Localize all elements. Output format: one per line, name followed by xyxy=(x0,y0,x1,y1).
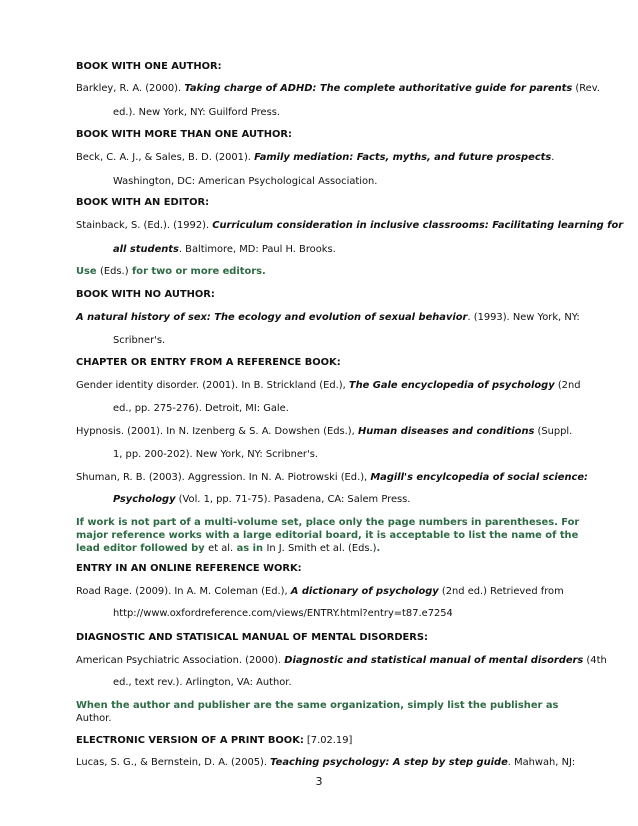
note-editors: Use (Eds.) for two or more editors. xyxy=(76,266,266,277)
reference-entry-continued: ed., text rev.). Arlington, VA: Author. xyxy=(113,677,292,688)
section-heading: BOOK WITH AN EDITOR: xyxy=(76,197,210,208)
reference-entry: Gender identity disorder. (2001). In B. Strickland (Ed.), The Gale encyclopedia of psychology (2nd xyxy=(76,380,581,391)
reference-title: Diagnostic and statistical manual of mental disorders xyxy=(284,655,584,666)
reference-title: Curriculum consideration in inclusive classrooms: Facilitating learning for xyxy=(212,220,624,231)
reference-title: Psychology xyxy=(113,494,176,505)
reference-entry: Barkley, R. A. (2000). Taking charge of ADHD: The complete authoritative guide for parents (Rev. xyxy=(76,83,600,94)
section-heading: ELECTRONIC VERSION OF A PRINT BOOK: [7.02.19] xyxy=(76,735,353,746)
reference-title: A natural history of sex: The ecology and evolution of sexual behavior xyxy=(76,312,468,323)
note-multivolume-line2: major reference works with a large editorial board, it is acceptable to list the name of the xyxy=(76,530,579,541)
reference-entry: Lucas, S. G., & Bernstein, D. A. (2005). Teaching psychology: A step by step guide. Mahwah, NJ: xyxy=(76,757,576,768)
section-heading: BOOK WITH ONE AUTHOR: xyxy=(76,61,222,72)
section-reference-number: [7.02.19] xyxy=(303,735,353,746)
reference-entry-continued: ed., pp. 275-276). Detroit, MI: Gale. xyxy=(113,403,289,414)
reference-entry: Beck, C. A. J., & Sales, B. D. (2001). Family mediation: Facts, myths, and future prospects. xyxy=(76,152,555,163)
reference-entry: Shuman, R. B. (2003). Aggression. In N. A. Piotrowski (Ed.), Magill's encylcopedia of social science: xyxy=(76,472,589,483)
reference-url: http://www.oxfordreference.com/views/ENTRY.html?entry=t87.e7254 xyxy=(113,608,453,619)
note-author-line1: When the author and publisher are the same organization, simply list the publisher as xyxy=(76,700,559,711)
reference-entry: A natural history of sex: The ecology and evolution of sexual behavior. (1993). New York, NY: xyxy=(76,312,580,323)
reference-entry: American Psychiatric Association. (2000). Diagnostic and statistical manual of mental disorders (4th xyxy=(76,655,607,666)
reference-entry-continued: 1, pp. 200-202). New York, NY: Scribner's. xyxy=(113,449,318,460)
reference-entry-continued: Washington, DC: American Psychological Association. xyxy=(113,176,378,187)
reference-entry-continued: ed.). New York, NY: Guilford Press. xyxy=(113,107,281,118)
note-author-line2: Author. xyxy=(76,713,112,724)
reference-title: Family mediation: Facts, myths, and future prospects xyxy=(254,152,552,163)
reference-title: A dictionary of psychology xyxy=(290,586,439,597)
section-heading: DIAGNOSTIC AND STATISICAL MANUAL OF MENTAL DISORDERS: xyxy=(76,632,428,643)
reference-title: Teaching psychology: A step by step guide xyxy=(270,757,508,768)
reference-entry: Hypnosis. (2001). In N. Izenberg & S. A. Dowshen (Eds.), Human diseases and conditions (Suppl. xyxy=(76,426,573,437)
reference-title: Magill's encylcopedia of social science: xyxy=(370,472,589,483)
reference-title: Taking charge of ADHD: The complete authoritative guide for parents xyxy=(184,83,573,94)
reference-title: Human diseases and conditions xyxy=(357,426,535,437)
reference-entry: Stainback, S. (Ed.). (1992). Curriculum consideration in inclusive classrooms: Facilitating learning for xyxy=(76,220,624,231)
note-multivolume-line1: If work is not part of a multi-volume set, place only the page numbers in parentheses. For xyxy=(76,517,580,528)
reference-title: all students xyxy=(113,244,179,255)
reference-entry-continued: all students. Baltimore, MD: Paul H. Brooks. xyxy=(113,244,336,255)
note-multivolume-line3: lead editor followed by et al. as in In J. Smith et al. (Eds.). xyxy=(76,543,381,554)
reference-entry: Road Rage. (2009). In A. M. Coleman (Ed.), A dictionary of psychology (2nd ed.) Retrieved from xyxy=(76,586,564,597)
section-heading: BOOK WITH MORE THAN ONE AUTHOR: xyxy=(76,129,292,140)
reference-title: The Gale encyclopedia of psychology xyxy=(348,380,555,391)
section-heading: ENTRY IN AN ONLINE REFERENCE WORK: xyxy=(76,563,302,574)
reference-entry-continued: Scribner's. xyxy=(113,335,166,346)
reference-entry-continued: Psychology (Vol. 1, pp. 71-75). Pasadena, CA: Salem Press. xyxy=(113,494,411,505)
section-heading: CHAPTER OR ENTRY FROM A REFERENCE BOOK: xyxy=(76,357,341,368)
page-number: 3 xyxy=(315,775,323,788)
section-heading: BOOK WITH NO AUTHOR: xyxy=(76,289,215,300)
